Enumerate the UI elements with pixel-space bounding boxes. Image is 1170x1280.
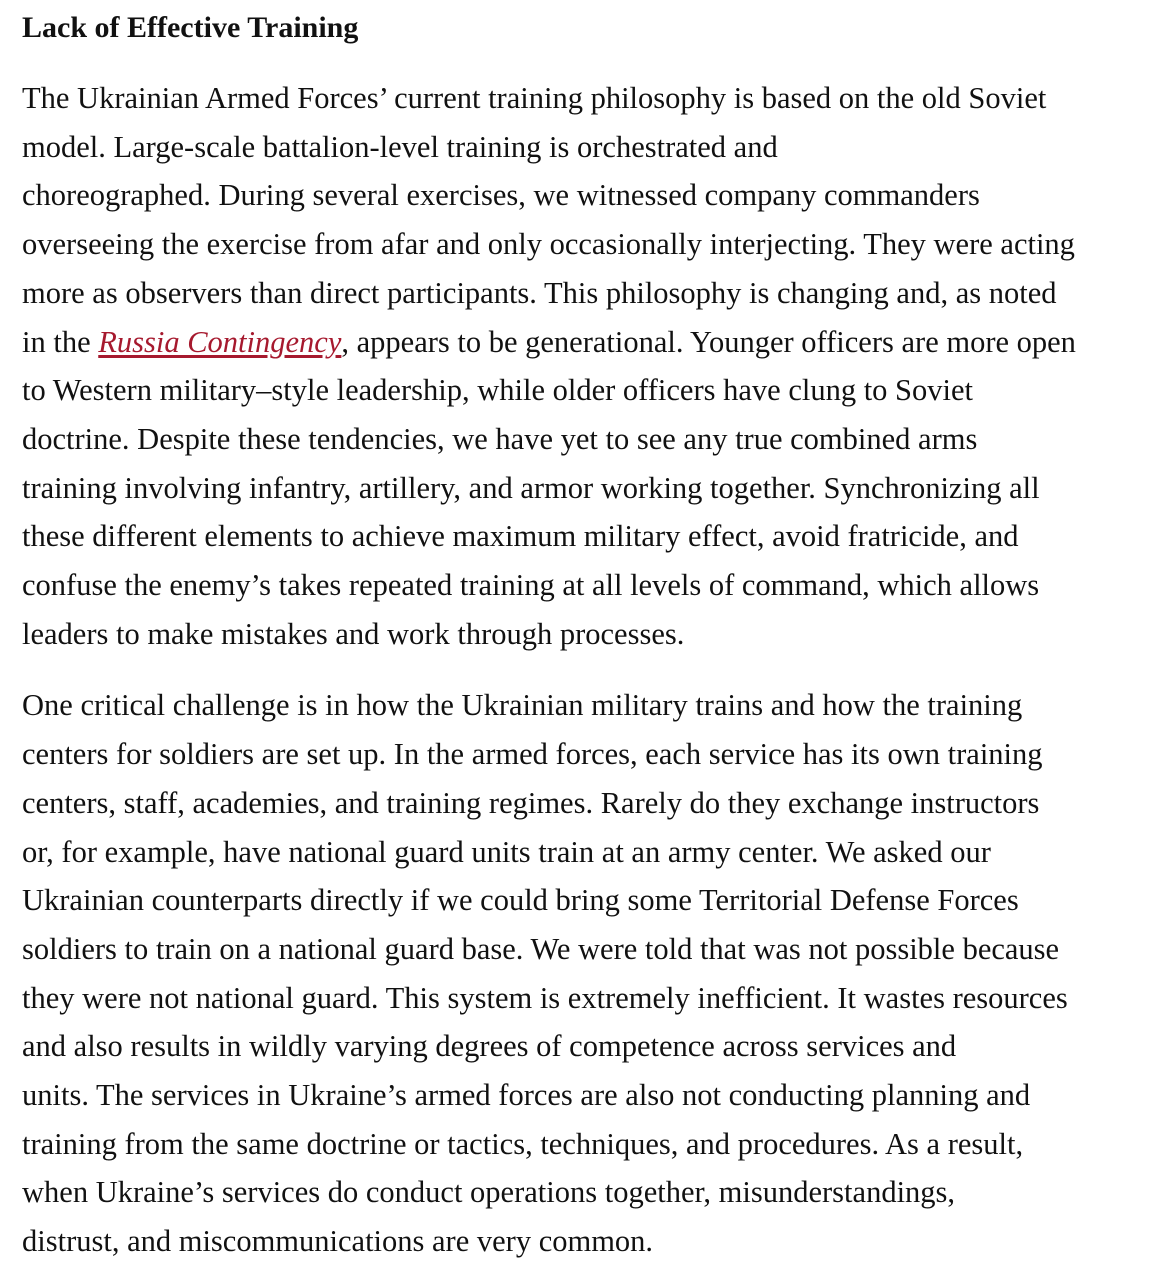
paragraph-line: they were not national guard. This system is extremely inefficient. It wastes resources [22,980,1068,1015]
paragraph-line: soldiers to train on a national guard base. We were told that was not possible because [22,931,1060,966]
paragraph-line: when Ukraine’s services do conduct operations together, misunderstandings, [22,1175,956,1210]
paragraph-line: centers for soldiers are set up. In the armed forces, each service has its own training [22,737,1043,772]
paragraph-line-with-link [22,318,1148,367]
link-following-text: , appears to be generational. Younger officers are more open [341,324,1076,359]
section-heading: Lack of Effective Training [22,11,359,44]
paragraph-2 [22,681,1148,1265]
paragraph-line: overseeing the exercise from afar and only occasionally interjecting. They were acting [22,227,1075,262]
link-preceding-text: in the [22,324,99,359]
paragraph-line: The Ukrainian Armed Forces’ current training philosophy is based on the old Soviet [22,81,1047,115]
paragraph-line: model. Large-scale battalion-level training is orchestrated and [22,129,778,164]
paragraph-line: and also results in wildly varying degrees of competence across services and [22,1029,957,1064]
paragraph-line: centers, staff, academies, and training regimes. Rarely do they exchange instructors [22,785,1040,820]
paragraph-line: distrust, and miscommunications are very common. [22,1224,654,1259]
paragraph-line: training involving infantry, artillery, and armor working together. Synchronizing all [22,470,1040,505]
paragraph-1 [22,74,1148,658]
paragraph-line: to Western military–style leadership, while older officers have clung to Soviet [22,373,973,408]
russia-contingency-link[interactable]: Russia Contingency [98,324,342,359]
paragraph-line: units. The services in Ukraine’s armed forces are also not conducting planning and [22,1078,1031,1113]
paragraph-line: or, for example, have national guard units train at an army center. We asked our [22,834,991,869]
paragraph-line: these different elements to achieve maximum military effect, avoid fratricide, and [22,519,1019,554]
paragraph-line: training from the same doctrine or tactics, techniques, and procedures. As a result, [22,1126,1024,1161]
paragraph-line: One critical challenge is in how the Ukrainian military trains and how the training [22,688,1023,723]
paragraph-line: doctrine. Despite these tendencies, we have yet to see any true combined arms [22,421,978,456]
paragraph-line: confuse the enemy’s takes repeated training at all levels of command, which allows [22,568,1040,603]
paragraph-line: leaders to make mistakes and work through processes. [22,616,685,651]
paragraph-line: Ukrainian counterparts directly if we could bring some Territorial Defense Forces [22,883,1019,918]
paragraph-line: more as observers than direct participants. This philosophy is changing and, as noted [22,275,1057,310]
paragraph-line: choreographed. During several exercises, we witnessed company commanders [22,178,980,213]
